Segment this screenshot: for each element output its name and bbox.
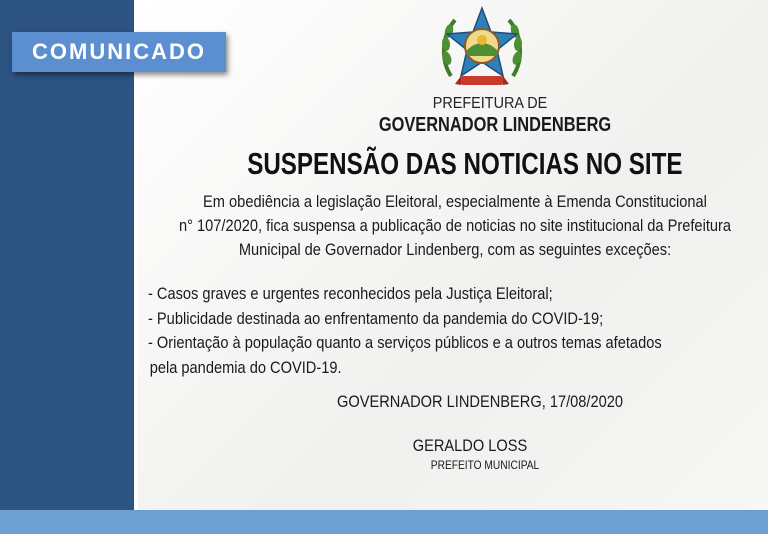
signatory-role: PREFEITO MUNICIPAL bbox=[430, 458, 540, 472]
signatory-name: GERALDO LOSS bbox=[412, 436, 528, 455]
place-and-date: GOVERNADOR LINDENBERG, 17/08/2020 bbox=[336, 392, 624, 411]
exception-item: - Publicidade destinada ao enfrentamento da pandemia do COVID-19; bbox=[148, 308, 604, 328]
left-sidebar-panel bbox=[0, 0, 134, 534]
municipality-name: GOVERNADOR LINDENBERG bbox=[378, 114, 612, 136]
badge-label: COMUNICADO bbox=[32, 39, 206, 64]
intro-line: Municipal de Governador Lindenberg, com as seguintes exceções: bbox=[238, 240, 672, 259]
municipal-coat-of-arms-icon bbox=[437, 6, 527, 94]
intro-line: n° 107/2020, fica suspensa a publicação de noticias no site institucional da Prefeitura bbox=[178, 216, 732, 235]
notice-headline: SUSPENSÃO DAS NOTICIAS NO SITE bbox=[247, 146, 683, 181]
intro-paragraph bbox=[176, 190, 735, 262]
comunicado-badge bbox=[12, 32, 226, 72]
exception-item: - Orientação à população quanto a serviços públicos e a outros temas afetados bbox=[148, 333, 662, 352]
footer-bar bbox=[0, 510, 768, 534]
intro-line: Em obediência a legislação Eleitoral, especialmente à Emenda Constitucional bbox=[203, 192, 707, 211]
exception-item: - Casos graves e urgentes reconhecidos pela Justiça Eleitoral; bbox=[148, 284, 553, 303]
exceptions-list bbox=[148, 282, 664, 380]
exception-item-continued: pela pandemia do COVID-19. bbox=[149, 357, 342, 377]
prefeitura-label: PREFEITURA DE bbox=[432, 95, 548, 112]
